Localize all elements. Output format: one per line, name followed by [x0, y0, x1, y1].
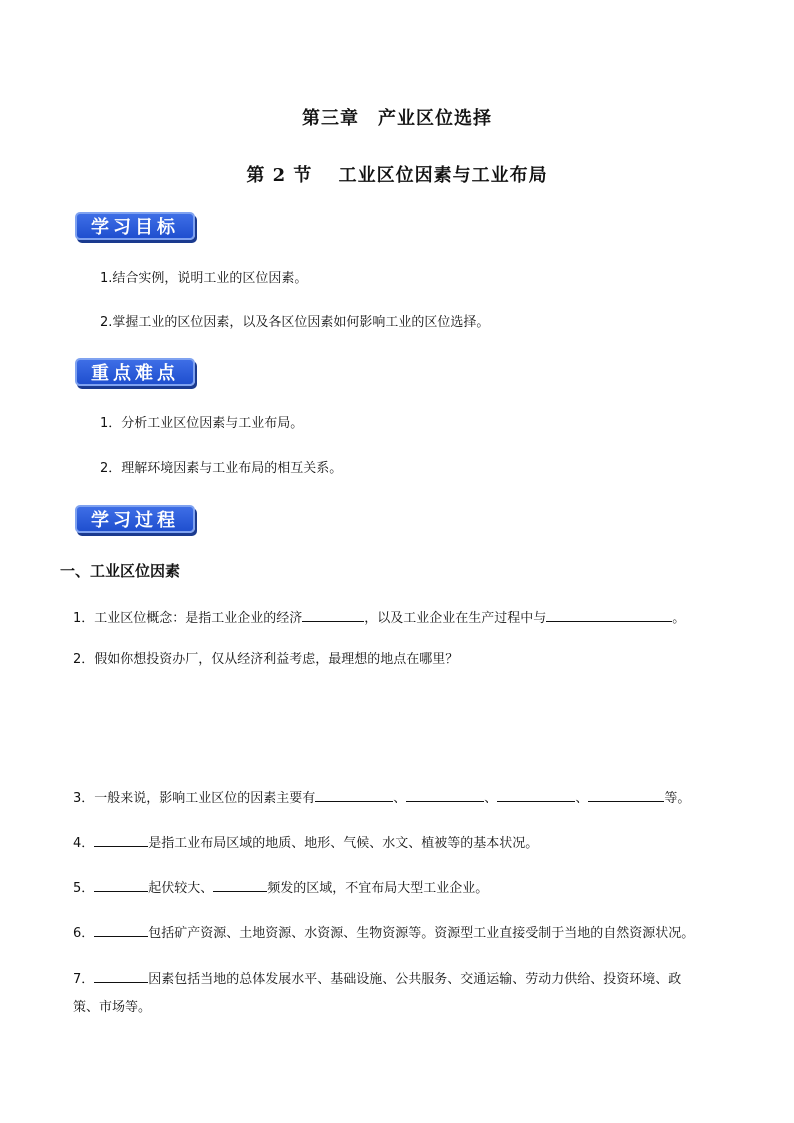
- question-5-text-c: 频发的区域，不宜布局大型工业企业。: [267, 881, 489, 896]
- answer-blank[interactable]: [302, 607, 364, 622]
- question-1-text-c: 。: [672, 611, 686, 626]
- question-6-text: 包括矿产资源、土地资源、水资源、生物资源等。资源型工业直接受制于当地的自然资源状况。: [148, 926, 695, 941]
- answer-blank[interactable]: [406, 787, 484, 802]
- question-3: [73, 787, 690, 808]
- question-7-num: 7．: [73, 972, 95, 987]
- question-5-text-b: 起伏较大、: [148, 881, 214, 896]
- answer-blank[interactable]: [315, 787, 393, 802]
- separator: 、: [393, 791, 407, 806]
- question-6: [73, 922, 694, 943]
- separator: 、: [484, 791, 498, 806]
- section-heading: 一、工业区位因素: [60, 562, 181, 580]
- keypoint-item-1: 1．分析工业区位因素与工业布局。: [100, 416, 304, 431]
- separator: 、: [575, 791, 589, 806]
- answer-blank[interactable]: [497, 787, 575, 802]
- question-4-num: 4．: [73, 836, 95, 851]
- question-3-end: 等。: [664, 791, 691, 806]
- question-7-continued: 策、市场等。: [73, 1000, 152, 1015]
- question-6-num: 6．: [73, 926, 95, 941]
- keypoint-item-2: 2．理解环境因素与工业布局的相互关系。: [100, 461, 343, 476]
- question-5-num: 5．: [73, 881, 95, 896]
- question-1-text-a: 1．工业区位概念：是指工业企业的经济: [73, 611, 303, 626]
- keypoints-badge: 重点难点: [75, 358, 195, 386]
- answer-blank[interactable]: [94, 877, 148, 892]
- question-1-text-b: ，以及工业企业在生产过程中与: [364, 611, 547, 626]
- objectives-badge: 学习目标: [75, 212, 195, 240]
- answer-blank[interactable]: [546, 607, 672, 622]
- question-7: [73, 968, 681, 989]
- process-badge: 学习过程: [75, 505, 195, 533]
- objective-item-1: 1.结合实例，说明工业的区位因素。: [100, 271, 308, 286]
- answer-blank[interactable]: [213, 877, 267, 892]
- question-4: [73, 832, 538, 853]
- question-4-text: 是指工业布局区域的地质、地形、气候、水文、植被等的基本状况。: [148, 836, 539, 851]
- question-3-text: 3．一般来说，影响工业区位的因素主要有: [73, 791, 316, 806]
- answer-blank[interactable]: [588, 787, 664, 802]
- answer-blank[interactable]: [94, 832, 148, 847]
- objective-item-2: 2.掌握工业的区位因素，以及各区位因素如何影响工业的区位选择。: [100, 315, 490, 330]
- question-1: [73, 607, 685, 628]
- answer-blank[interactable]: [94, 968, 148, 983]
- chapter-title: 第三章 产业区位选择: [302, 108, 492, 129]
- question-7-text: 因素包括当地的总体发展水平、基础设施、公共服务、交通运输、劳动力供给、投资环境、政: [148, 972, 682, 987]
- section-title: 第 2 节 工业区位因素与工业布局: [246, 165, 548, 186]
- question-2: 2．假如你想投资办厂，仅从经济利益考虑，最理想的地点在哪里？: [73, 652, 459, 667]
- question-5: [73, 877, 488, 898]
- answer-blank[interactable]: [94, 922, 148, 937]
